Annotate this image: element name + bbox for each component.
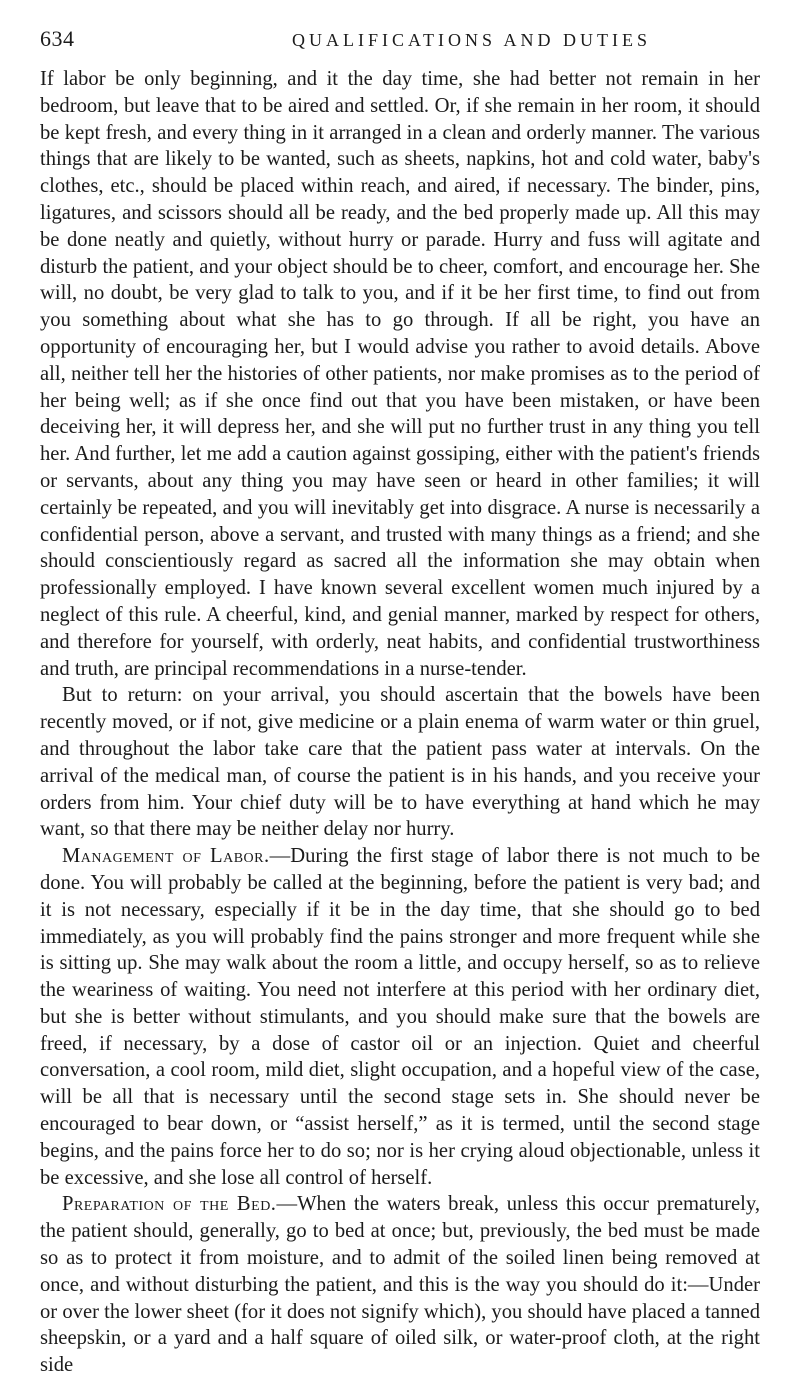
paragraph-text: But to return: on your arrival, you should ascertain that the bowels have been recently moved, or if not, give medicine or a plain enema of warm water or thin gruel, and throughout the labor take care that the patient pass water at intervals. On the arrival of the medical man, of course the patient is in his hands, and you receive your orders from him. Your chief duty will be to have everything at hand which he may want, so that there may be neither delay nor hurry. (40, 684, 760, 841)
paragraph-2 (40, 682, 760, 843)
page-number: 634 (40, 26, 75, 51)
paragraph-3 (40, 843, 760, 1191)
paragraph-text: If labor be only beginning, and it the day time, she had better not remain in her bedroom, but leave that to be aired and settled. Or, if she remain in her room, it should be kept fresh, and every thing in it arranged in a clean and orderly manner. The various things that are likely to be wanted, such as sheets, napkins, hot and cold water, baby's clothes, etc., should be placed within reach, and aired, if necessary. The binder, pins, ligatures, and scissors should all be ready, and the bed properly made up. All this may be done neatly and quietly, without hurry or parade. Hurry and fuss will agitate and disturb the patient, and your object should be to cheer, comfort, and encourage her. She will, no doubt, be very glad to talk to you, and if it be her first time, to find out from you something about what she has to go through. If all be right, you have an opportunity of encouraging her, but I would advise you rather to avoid details. Above all, neither tell her the histories of other patients, nor make promises as to the period of her being well; as if she once find out that you have been mistaken, or have been deceiving her, it will depress her, and she will put no further trust in any thing you tell her. And further, let me add a caution against gossiping, either with the patient's friends or servants, about any thing you may have seen or heard in other families; it will certainly be repeated, and you will inevitably get into disgrace. A nurse is necessarily a confidential person, above a servant, and trusted with many things as a friend; and she should conscientiously regard as sacred all the information she may obtain when professionally employed. I have known several excellent women much injured by a neglect of this rule. A cheerful, kind, and genial manner, marked by respect for others, and therefore for yourself, with orderly, neat habits, and confidential trustworthiness and truth, are principal recommendations in a nurse-tender. (40, 68, 760, 680)
paragraph-text: —During the first stage of labor there is not much to be done. You will probably be called at the beginning, before the patient is very bad; and it is not necessary, especially if it be in the day time, that she should go to bed immediately, as you will probably find the pains stronger and more frequent while she is sitting up. She may walk about the room a little, and occupy herself, so as to relieve the weariness of waiting. You need not interfere at this period with her ordinary diet, but she is better without stimulants, and you should make sure that the bowels are freed, if necessary, by a dose of castor oil or an injection. Quiet and cheerful conversation, a cool room, mild diet, slight occupation, and a hopeful view of the case, will be all that is necessary until the second stage sets in. She should never be encouraged to bear down, or “assist herself,” as it is termed, until the second stage begins, and the pains force her to do so; nor is her crying aloud objectionable, unless it be excessive, and she lose all control of herself. (40, 845, 760, 1189)
paragraph-1 (40, 66, 760, 682)
body-text (40, 66, 760, 1379)
section-heading-management-of-labor: Management of Labor. (62, 845, 270, 868)
section-heading-preparation-of-the-bed: Preparation of the Bed. (62, 1193, 277, 1216)
running-head: QUALIFICATIONS AND DUTIES (292, 30, 651, 50)
page-header (40, 26, 760, 56)
paragraph-4 (40, 1191, 760, 1379)
paragraph-text: —When the waters break, unless this occur prematurely, the patient should, generally, go to bed at once; but, previously, the bed must be made so as to protect it from moisture, and to admit of the soiled linen being removed at once, and without disturbing the patient, and this is the way you should do it:—Under or over the lower sheet (for it does not signify which), you should have placed a tanned sheepskin, or a yard and a half square of oiled silk, or water-proof cloth, at the right side (40, 1193, 760, 1377)
